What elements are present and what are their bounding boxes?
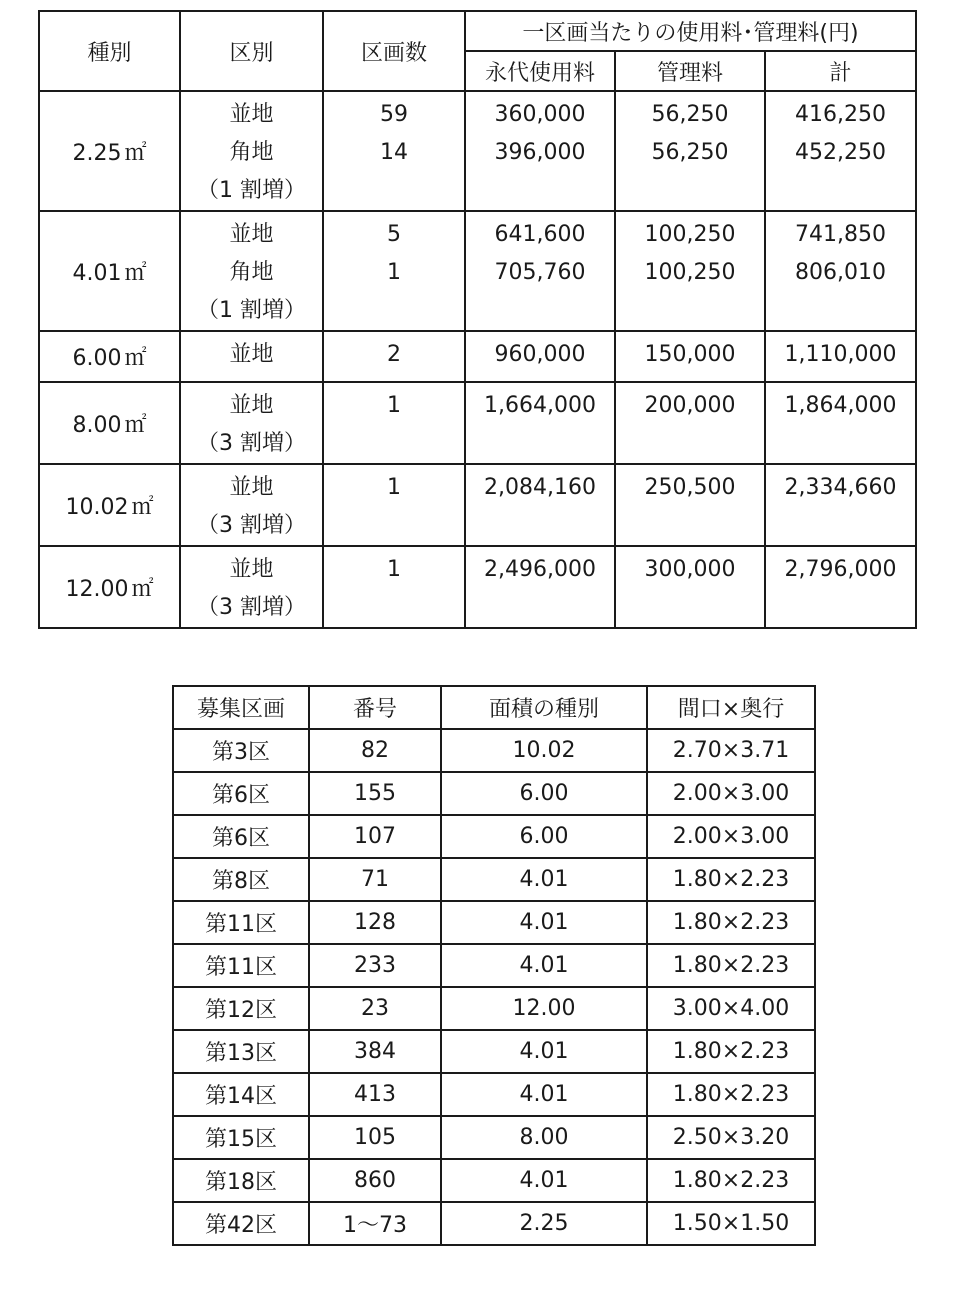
total-fee-cell — [765, 382, 916, 464]
dimensions-cell: 2.00×3.00 — [647, 772, 815, 815]
total-fee-value: 2,334,660 — [784, 475, 897, 500]
surcharge-note: （3 割増） — [197, 431, 306, 456]
category-label: 角地 — [229, 140, 274, 165]
area-type-cell: 4.01 — [441, 1073, 647, 1116]
area-type-cell — [39, 464, 180, 546]
area-type-cell — [39, 382, 180, 464]
fee-row — [39, 464, 916, 546]
total-fee-value: 2,796,000 — [784, 557, 897, 582]
fee-row — [39, 211, 916, 331]
total-fee-cell — [765, 546, 916, 628]
area-type-cell: 4.01 — [441, 1159, 647, 1202]
category-cell — [180, 91, 323, 211]
recruitment-row — [173, 1073, 815, 1116]
plot-count-value: 14 — [380, 140, 408, 165]
header-number: 番号 — [309, 686, 441, 729]
recruitment-row — [173, 1202, 815, 1245]
plot-count-value: 1 — [387, 557, 401, 582]
header-section: 募集区画 — [173, 686, 309, 729]
category-label: 並地 — [229, 393, 274, 418]
dimensions-cell: 1.80×2.23 — [647, 901, 815, 944]
category-label: 並地 — [229, 557, 274, 582]
header-perpetual-fee: 永代使用料 — [465, 51, 615, 91]
recruitment-row — [173, 772, 815, 815]
fee-table-body — [39, 91, 916, 628]
plot-count-value: 2 — [387, 342, 401, 367]
dimensions-cell: 1.50×1.50 — [647, 1202, 815, 1245]
section-cell: 第12区 — [173, 987, 309, 1030]
management-fee-cell — [615, 211, 765, 331]
plot-count-value: 1 — [387, 260, 401, 285]
area-type-cell: 2.25 — [441, 1202, 647, 1245]
area-value: 2.25 — [72, 140, 122, 166]
area-type-cell: 4.01 — [441, 1030, 647, 1073]
area-type-cell: 4.01 — [441, 858, 647, 901]
recruitment-row — [173, 858, 815, 901]
number-cell: 23 — [309, 987, 441, 1030]
management-fee-value: 200,000 — [644, 393, 736, 418]
section-cell: 第11区 — [173, 944, 309, 987]
management-fee-value: 250,500 — [644, 475, 736, 500]
dimensions-cell: 3.00×4.00 — [647, 987, 815, 1030]
management-fee-cell — [615, 331, 765, 382]
category-label: 角地 — [229, 260, 274, 285]
recruitment-row — [173, 1116, 815, 1159]
management-fee-cell — [615, 91, 765, 211]
perpetual-fee-value: 641,600 — [494, 222, 586, 247]
area-value: 12.00 — [65, 576, 129, 602]
area-type-cell: 6.00 — [441, 815, 647, 858]
total-fee-value: 1,864,000 — [784, 393, 897, 418]
area-type-cell — [39, 91, 180, 211]
section-cell: 第6区 — [173, 772, 309, 815]
dimensions-cell: 1.80×2.23 — [647, 1073, 815, 1116]
section-cell: 第11区 — [173, 901, 309, 944]
total-fee-cell — [765, 464, 916, 546]
section-cell: 第18区 — [173, 1159, 309, 1202]
header-count: 区画数 — [323, 11, 465, 91]
number-cell: 1～73 — [309, 1202, 441, 1245]
category-label: 並地 — [229, 102, 274, 127]
number-cell: 71 — [309, 858, 441, 901]
area-value: 6.00 — [72, 346, 122, 371]
number-cell: 107 — [309, 815, 441, 858]
recruitment-row — [173, 1159, 815, 1202]
dimensions-cell: 1.80×2.23 — [647, 944, 815, 987]
dimensions-cell: 1.80×2.23 — [647, 1159, 815, 1202]
section-cell: 第14区 — [173, 1073, 309, 1116]
section-cell: 第8区 — [173, 858, 309, 901]
perpetual-fee-cell — [465, 464, 615, 546]
section-cell: 第6区 — [173, 815, 309, 858]
recruitment-row — [173, 901, 815, 944]
total-fee-value: 452,250 — [795, 140, 886, 165]
recruitment-table-header — [173, 686, 815, 729]
recruitment-row — [173, 729, 815, 772]
plot-count-cell — [323, 382, 465, 464]
management-fee-value: 300,000 — [644, 557, 736, 582]
number-cell: 860 — [309, 1159, 441, 1202]
header-dimensions: 間口×奥行 — [647, 686, 815, 729]
management-fee-cell — [615, 464, 765, 546]
plot-count-cell — [323, 464, 465, 546]
surcharge-note: （1 割増） — [197, 298, 306, 323]
category-cell — [180, 211, 323, 331]
section-cell: 第13区 — [173, 1030, 309, 1073]
area-type-cell: 6.00 — [441, 772, 647, 815]
perpetual-fee-value: 1,664,000 — [484, 393, 596, 418]
header-type: 種別 — [39, 11, 180, 91]
total-fee-cell — [765, 91, 916, 211]
dimensions-cell: 2.00×3.00 — [647, 815, 815, 858]
number-cell: 413 — [309, 1073, 441, 1116]
number-cell: 155 — [309, 772, 441, 815]
area-type-cell — [39, 546, 180, 628]
total-fee-value: 1,110,000 — [784, 342, 897, 367]
management-fee-value: 56,250 — [651, 102, 729, 127]
area-type-cell: 4.01 — [441, 901, 647, 944]
dimensions-cell: 1.80×2.23 — [647, 858, 815, 901]
area-type-cell: 12.00 — [441, 987, 647, 1030]
recruitment-row — [173, 1030, 815, 1073]
category-cell — [180, 331, 323, 382]
management-fee-value: 56,250 — [651, 140, 729, 165]
surcharge-note: （1 割増） — [197, 178, 306, 203]
plot-count-cell — [323, 331, 465, 382]
area-unit: ㎡ — [124, 346, 147, 371]
plot-count-value: 1 — [387, 475, 401, 500]
perpetual-fee-value: 2,084,160 — [484, 475, 596, 500]
area-type-cell — [39, 211, 180, 331]
header-category: 区別 — [180, 11, 323, 91]
recruitment-row — [173, 815, 815, 858]
fee-row — [39, 546, 916, 628]
category-label: 並地 — [229, 475, 274, 500]
area-type-cell — [39, 331, 180, 382]
header-management-fee: 管理料 — [615, 51, 765, 91]
total-fee-value: 806,010 — [795, 260, 886, 285]
plot-count-value: 59 — [380, 102, 408, 127]
area-type-cell: 10.02 — [441, 729, 647, 772]
fee-table-header — [39, 11, 916, 91]
fee-row — [39, 331, 916, 382]
perpetual-fee-cell — [465, 546, 615, 628]
management-fee-value: 100,250 — [644, 222, 736, 247]
number-cell: 105 — [309, 1116, 441, 1159]
dimensions-cell: 2.50×3.20 — [647, 1116, 815, 1159]
perpetual-fee-value: 960,000 — [494, 342, 586, 367]
plot-count-value: 5 — [387, 222, 401, 247]
perpetual-fee-cell — [465, 91, 615, 211]
perpetual-fee-cell — [465, 331, 615, 382]
area-unit: ㎡ — [131, 576, 154, 602]
dimensions-cell: 1.80×2.23 — [647, 1030, 815, 1073]
total-fee-cell — [765, 211, 916, 331]
plot-count-value: 1 — [387, 393, 401, 418]
dimensions-cell: 2.70×3.71 — [647, 729, 815, 772]
surcharge-note: （3 割増） — [197, 513, 306, 538]
number-cell: 82 — [309, 729, 441, 772]
area-value: 8.00 — [72, 412, 122, 438]
perpetual-fee-value: 705,760 — [494, 260, 586, 285]
recruitment-table-body — [173, 729, 815, 1245]
perpetual-fee-value: 396,000 — [494, 140, 586, 165]
surcharge-note: （3 割増） — [197, 595, 306, 620]
area-unit: ㎡ — [124, 260, 147, 286]
header-fee-group: 一区画当たりの使用料･管理料(円) — [465, 11, 916, 51]
area-unit: ㎡ — [124, 140, 147, 166]
management-fee-value: 150,000 — [644, 342, 736, 367]
section-cell: 第3区 — [173, 729, 309, 772]
perpetual-fee-value: 360,000 — [494, 102, 586, 127]
section-cell: 第15区 — [173, 1116, 309, 1159]
category-label: 並地 — [229, 342, 274, 367]
recruitment-row — [173, 944, 815, 987]
number-cell: 384 — [309, 1030, 441, 1073]
category-label: 並地 — [229, 222, 274, 247]
plot-count-cell — [323, 546, 465, 628]
management-fee-cell — [615, 546, 765, 628]
fee-row — [39, 91, 916, 211]
total-fee-value: 741,850 — [795, 222, 886, 247]
area-unit: ㎡ — [124, 412, 147, 438]
area-type-cell: 8.00 — [441, 1116, 647, 1159]
total-fee-value: 416,250 — [795, 102, 886, 127]
recruitment-table — [172, 685, 816, 1246]
header-area-type: 面積の種別 — [441, 686, 647, 729]
section-cell: 第42区 — [173, 1202, 309, 1245]
category-cell — [180, 382, 323, 464]
category-cell — [180, 464, 323, 546]
plot-count-cell — [323, 211, 465, 331]
perpetual-fee-cell — [465, 211, 615, 331]
category-cell — [180, 546, 323, 628]
fee-row — [39, 382, 916, 464]
fee-table — [38, 10, 917, 629]
area-type-cell: 4.01 — [441, 944, 647, 987]
management-fee-cell — [615, 382, 765, 464]
area-value: 4.01 — [72, 260, 122, 286]
recruitment-row — [173, 987, 815, 1030]
plot-count-cell — [323, 91, 465, 211]
perpetual-fee-cell — [465, 382, 615, 464]
area-unit: ㎡ — [131, 494, 154, 520]
total-fee-cell — [765, 331, 916, 382]
perpetual-fee-value: 2,496,000 — [484, 557, 596, 582]
management-fee-value: 100,250 — [644, 260, 736, 285]
number-cell: 128 — [309, 901, 441, 944]
area-value: 10.02 — [65, 494, 129, 520]
number-cell: 233 — [309, 944, 441, 987]
header-total: 計 — [765, 51, 916, 91]
